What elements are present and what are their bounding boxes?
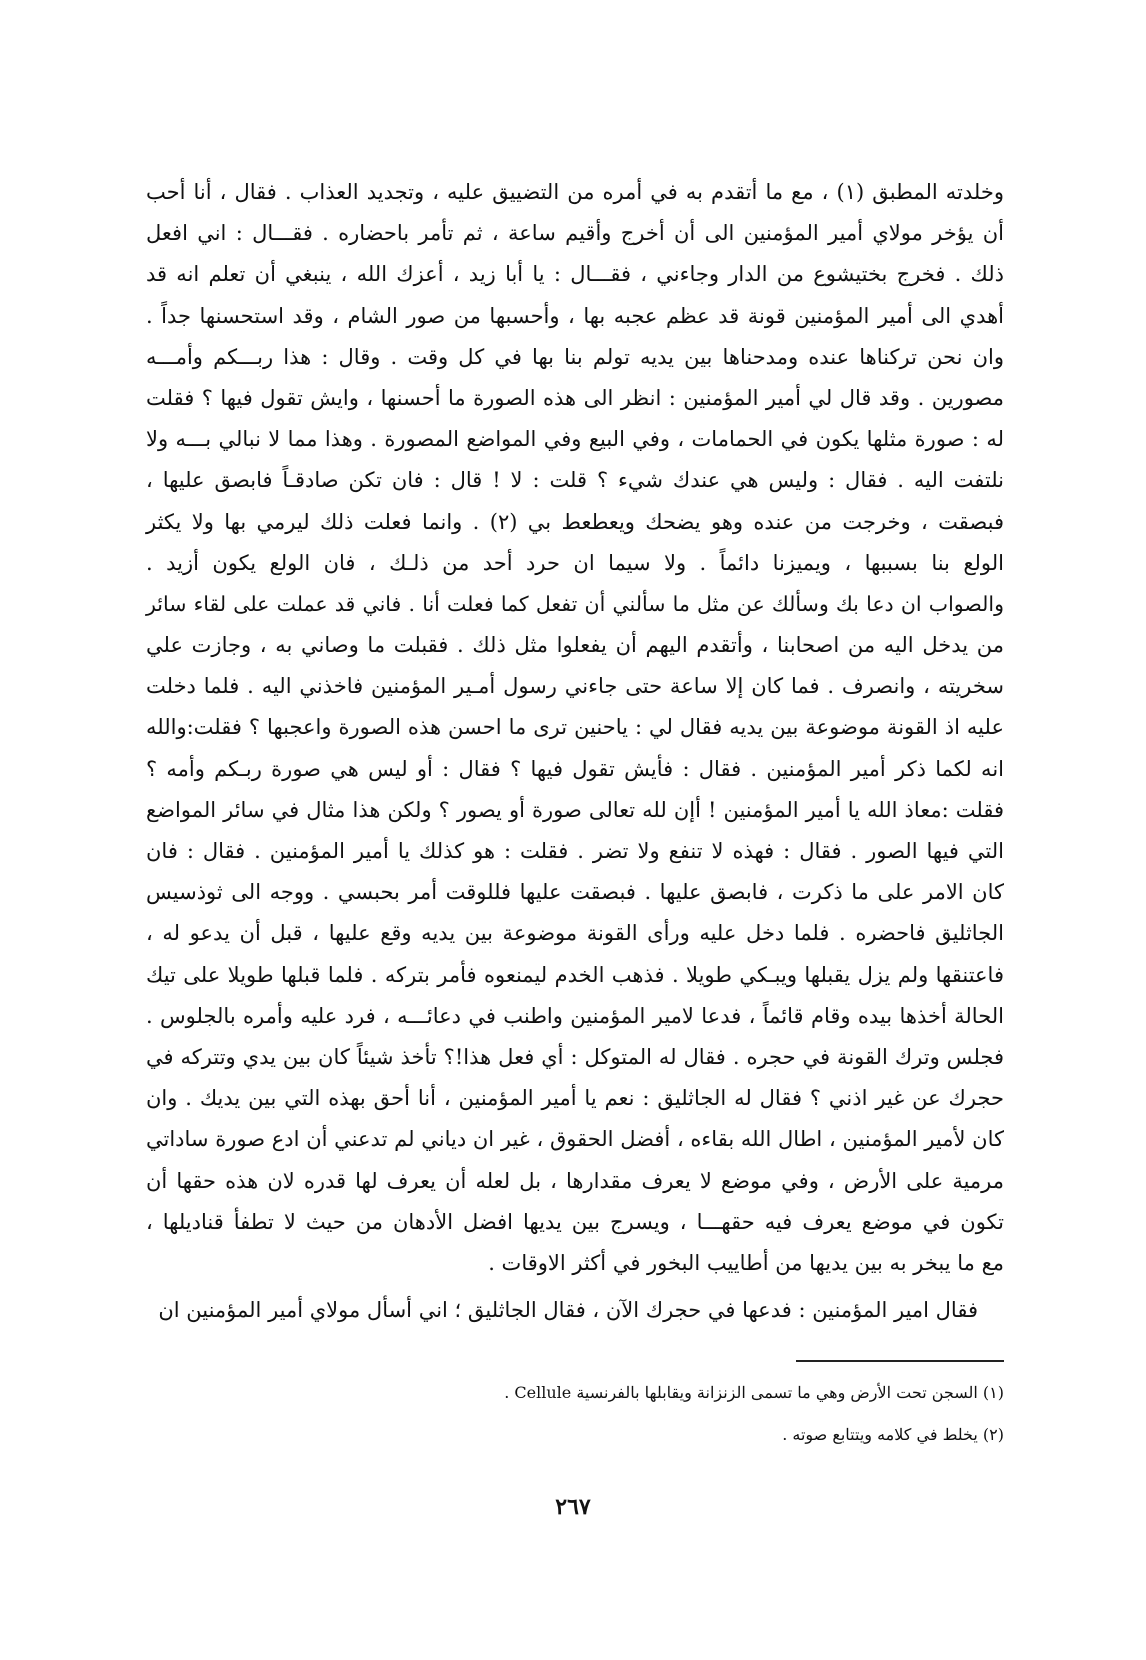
footnote-1: (١) السجن تحت الأرض وهي ما تسمى الزنزانة ويقابلها بالفرنسية Cellule . (504, 1383, 1004, 1402)
text-line: والصواب ان دعا بك وسألك عن مثل ما سألني أن تفعل كما فعلت أنا . فاني قد عملت على لقاء سائر (146, 591, 1004, 616)
main-paragraph (146, 172, 1004, 1284)
text-line: فجلس وترك القونة في حجره . فقال له المتوكل : أي فعل هذا!؟ تأخذ شيئاً كان بين يدي وتتركه في (146, 1044, 1005, 1069)
footnotes (300, 1372, 1004, 1456)
text-line: مع ما يبخر به بين يديها من أطاييب البخور في أكثر الاوقات . (488, 1250, 1004, 1275)
text-line: حجرك عن غير اذني ؟ فقال له الجاثليق : نعم يا أمير المؤمنين ، أنا أحق بهذه التي بين يديك . وان (146, 1086, 1004, 1111)
text-line: الحالة أخذها بيده وقام قائماً ، فدعا لامير المؤمنين واطنب في دعائـــه ، فرد عليه وأمره بالجلوس . (146, 1003, 1004, 1028)
text-line: وان نحن تركناها عنده ومدحناها بين يديه تولم بنا بها في كل وقت . وقال : هذا ربـــكم وأمـــه (146, 344, 1004, 369)
text-line: ذلك . فخرج بختيشوع من الدار وجاءني ، فقـــال : يا أبا زيد ، أعزك الله ، ينبغي أن تعلم انه قد (146, 262, 1004, 287)
text-line: فقلت :معاذ الله يا أمير المؤمنين ! أإن لله تعالى صورة أو يصور ؟ ولكن هذا مثال في سائر المواضع (146, 797, 1004, 822)
text-line: أهدي الى أمير المؤمنين قونة قد عظم عجبه بها ، وأحسبها من صور الشام ، وقد استحسنها جداً . (146, 303, 1004, 328)
text-line: نلتفت اليه . فقال : وليس هي عندك شيء ؟ قلت : لا ! قال : فان تكن صادقـاً فابصق عليها ، (146, 468, 1004, 493)
footnote-divider (796, 1360, 1004, 1362)
second-paragraph (146, 1290, 978, 1331)
text-line: التي فيها الصور . فقال : فهذه لا تنفع ولا تضر . فقلت : هو كذلك يا أمير المؤمنين . فقال : فان (146, 839, 1004, 863)
text-line: عليه اذ القونة موضوعة بين يديه فقال لي : ياحنين ترى ما احسن هذه الصورة واعجبها ؟ فقلت:والله (146, 715, 1004, 740)
text-line: فاعتنقها ولم يزل يقبلها ويبـكي طويلا . فذهب الخدم ليمنعوه فأمر بتركه . فلما قبلها طويلا على تيك (146, 962, 1004, 987)
text-line: فبصقت ، وخرجت من عنده وهو يضحك ويعطعط بي (٢) . وانما فعلت ذلك ليرمي بها ولا يكثر (146, 509, 1004, 534)
text-line: انه لكما ذكر أمير المؤمنين . فقال : فأيش تقول فيها ؟ فقال : أو ليس هي صورة ربـكم وأمه ؟ (146, 756, 1004, 781)
text-line: مرمية على الأرض ، وفي موضع لا يعرف مقدارها ، بل لعله أن يعرف لها قدره لان هذه حقها أن (146, 1168, 1004, 1193)
text-line: مصورين . وقد قال لي أمير المؤمنين : انظر الى هذه الصورة ما أحسنها ، وايش تقول فيها ؟ فقلت (146, 385, 1004, 410)
text-line: فقال امير المؤمنين : فدعها في حجرك الآن ، فقال الجاثليق ؛ اني أسأل مولاي أمير المؤمنين ان (158, 1298, 978, 1322)
text-line: من يدخل اليه من اصحابنا ، وأتقدم اليهم أن يفعلوا مثل ذلك . فقبلت ما وصاني به ، وجازت علي (146, 633, 1004, 658)
text-line: وخلدته المطبق (١) ، مع ما أتقدم به في أمره من التضييق عليه ، وتجديد العذاب . فقال ، أنا أحب (146, 180, 1004, 204)
text-line: له : صورة مثلها يكون في الحمامات ، وفي البيع وفي المواضع المصورة . وهذا مما لا نبالي بـــه ولا (146, 427, 1004, 452)
text-line: الولع بنا بسببها ، ويميزنا دائماً . ولا سيما ان حرد أحد من ذلـك ، فان الولع يكون أزيد . (146, 550, 1004, 575)
text-line: أن يؤخر مولاي أمير المؤمنين الى أن أخرج وأقيم ساعة ، ثم تأمر باحضاره . فقـــال : اني افعل (146, 221, 1004, 246)
text-line: سخريته ، وانصرف . فما كان إلا ساعة حتى جاءني رسول أمـير المؤمنين فاخذني اليه . فلما دخلت (146, 674, 1004, 699)
page-number: ٢٦٧ (555, 1494, 591, 1520)
text-line: كان الامر على ما ذكرت ، فابصق عليها . فبصقت عليها فللوقت أمر بحبسي . ووجه الى ثوذسيس (146, 880, 1004, 905)
text-line: كان لأمير المؤمنين ، اطال الله بقاءه ، أفضل الحقوق ، غير ان دياني لم تدعني أن ادع صورة ساداتي (146, 1127, 1004, 1152)
text-line: الجاثليق فاحضره . فلما دخل عليه ورأى القونة موضوعة بين يديه وقع عليها ، قبل أن يدعو له ، (146, 921, 1004, 946)
footnote-2: (٢) يخلط في كلامه ويتتابع صوته . (782, 1425, 1004, 1444)
text-line: تكون في موضع يعرف فيه حقهـــا ، ويسرج بين يديها افضل الأدهان من حيث لا تطفأ قناديلها ، (146, 1209, 1004, 1234)
